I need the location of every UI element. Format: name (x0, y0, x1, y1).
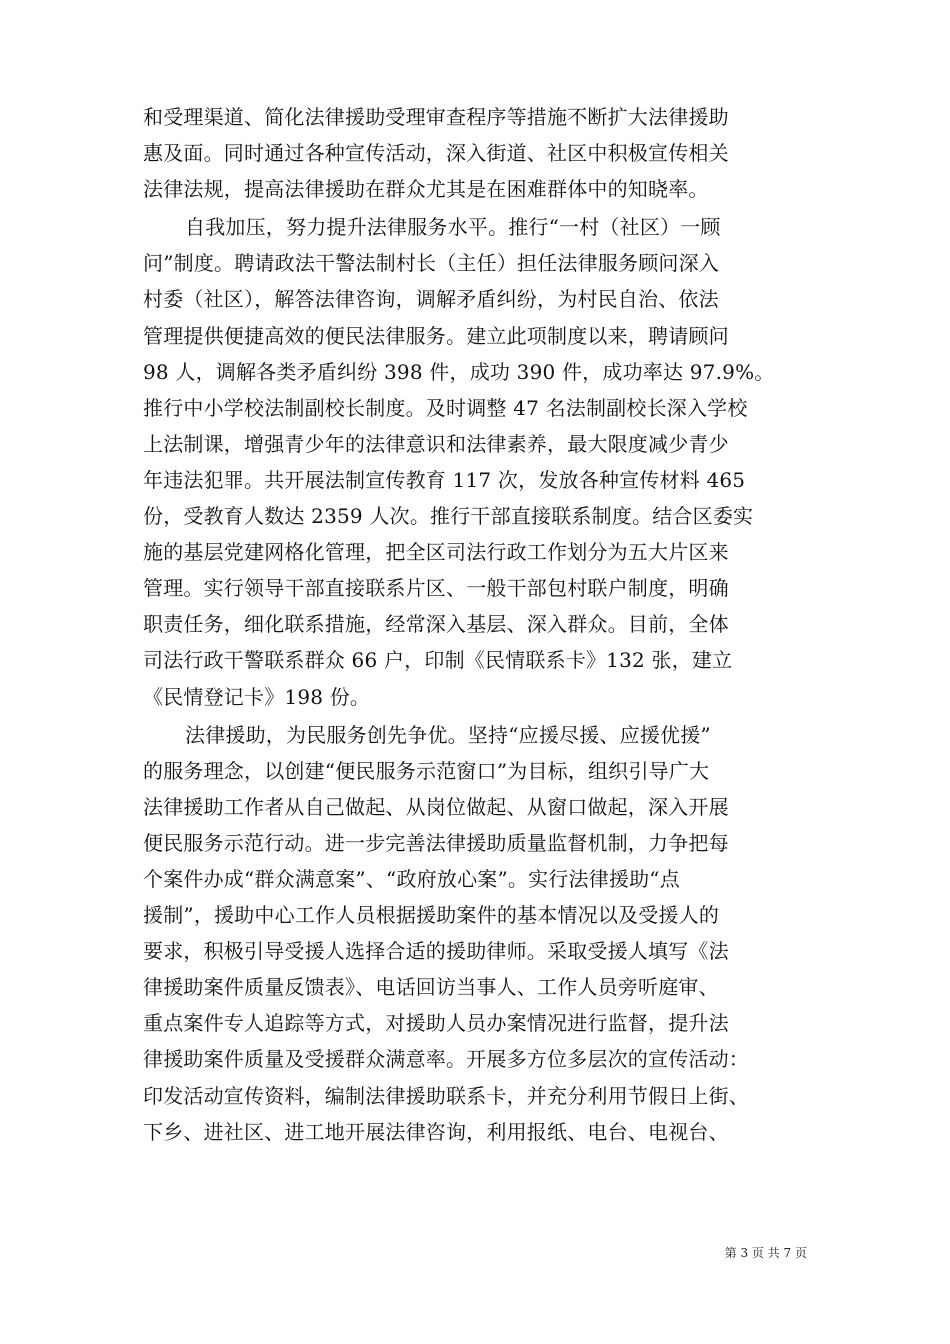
text-line: 年违法犯罪。共开展法制宣传教育 117 次，发放各种宣传材料 465 (143, 467, 746, 492)
text-line: 施的基层党建网格化管理，把全区司法行政工作划分为五大片区来 (143, 540, 729, 565)
text-line: 下乡、进社区、进工地开展法律咨询，利用报纸、电台、电视台、 (143, 1119, 729, 1144)
text-line: 和受理渠道、简化法律援助受理审查程序等措施不断扩大法律援助 (143, 105, 729, 129)
text-line: 法律援助工作者从自己做起、从岗位做起、从窗口做起，深入开展 (143, 794, 729, 819)
text-line: 村委（社区），解答法律咨询，调解矛盾纠纷，为村民自治、依法 (143, 287, 719, 312)
text-line: 印发活动宣传资料，编制法律援助联系卡，并充分利用节假日上街、 (143, 1083, 749, 1108)
text-line: 便民服务示范行动。进一步完善法律援助质量监督机制，力争把每 (143, 830, 729, 855)
text-line: 法律法规，提高法律援助在群众尤其是在困难群体中的知晓率。 (143, 177, 709, 202)
text-line: 推行中小学校法制副校长制度。及时调整 47 名法制副校长深入学校 (143, 395, 748, 420)
text-line: 《民情登记卡》198 份。 (143, 684, 371, 709)
text-line: 法律援助，为民服务创先争优。坚持“应援尽援、应援优援” (185, 722, 711, 747)
text-line: 律援助案件质量反馈表》、电话回访当事人、工作人员旁听庭审、 (143, 975, 719, 1000)
text-line: 律援助案件质量及受援群众满意率。开展多方位多层次的宣传活动： (143, 1047, 749, 1072)
text-line: 援制”，援助中心工作人员根据援助案件的基本情况以及受援人的 (143, 903, 720, 928)
page-footer (725, 1246, 807, 1260)
page-number: 第 3 页 共 7 页 (724, 1246, 807, 1260)
text-line: 要求，积极引导受援人选择合适的援助律师。采取受援人填写《法 (143, 939, 729, 964)
text-line: 重点案件专人追踪等方式，对援助人员办案情况进行监督，提升法 (143, 1011, 729, 1036)
text-line: 管理。实行领导干部直接联系片区、一般干部包村联户制度，明确 (143, 576, 729, 601)
text-line: 98 人，调解各类矛盾纠纷 398 件，成功 390 件，成功率达 97.9%。 (143, 359, 775, 384)
text-line: 自我加压，努力提升法律服务水平。推行“一村（社区）一顾 (185, 215, 721, 240)
text-line: 问”制度。聘请政法干警法制村长（主任）担任法律服务顾问深入 (143, 251, 720, 276)
text-line: 司法行政干警联系群众 66 户，印制《民情联系卡》132 张，建立 (143, 648, 733, 673)
document-body (143, 99, 815, 1150)
text-line: 职责任务，细化联系措施，经常深入基层、深入群众。目前，全体 (143, 612, 729, 637)
paragraph (143, 209, 815, 714)
paragraph (143, 99, 815, 207)
text-line: 的服务理念，以创建“便民服务示范窗口”为目标，组织引导广大 (143, 758, 710, 783)
text-line: 惠及面。同时通过各种宣传活动，深入街道、社区中积极宣传相关 (143, 141, 729, 166)
text-line: 份，受教育人数达 2359 人次。推行干部直接联系制度。结合区委实 (143, 504, 754, 529)
text-line: 上法制课，增强青少年的法律意识和法律素养，最大限度减少青少 (143, 431, 729, 456)
paragraph (143, 717, 815, 1150)
text-line: 管理提供便捷高效的便民法律服务。建立此项制度以来，聘请顾问 (143, 323, 729, 348)
text-line: 个案件办成“群众满意案”、“政府放心案”。实行法律援助“点 (143, 866, 680, 891)
